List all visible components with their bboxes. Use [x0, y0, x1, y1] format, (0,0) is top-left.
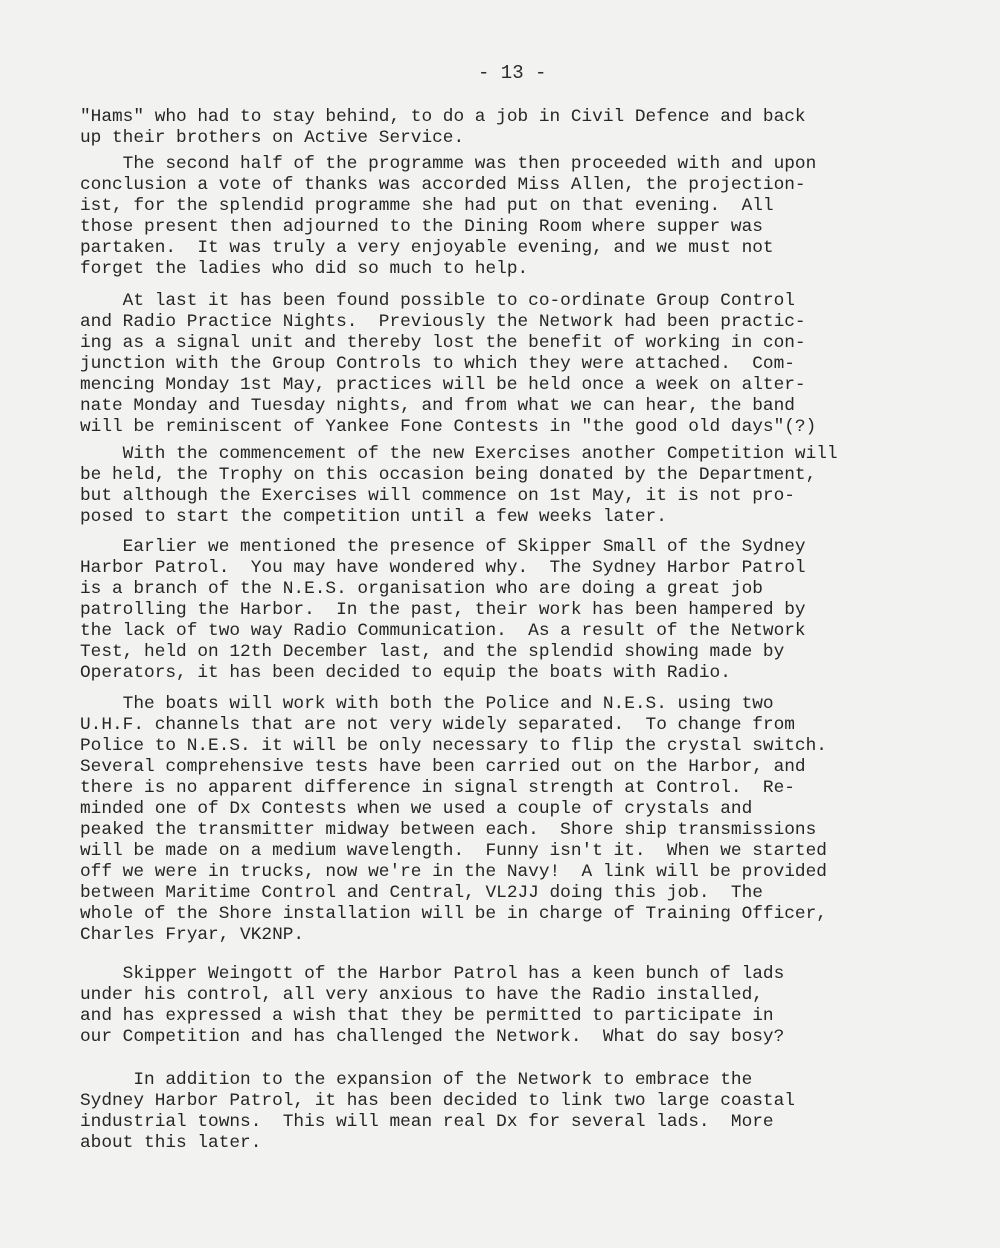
text-line: U.H.F. channels that are not very widely separated. To change from	[80, 715, 795, 735]
text-line: "Hams" who had to stay behind, to do a job in Civil Defence and back	[80, 107, 806, 127]
text-line: Harbor Patrol. You may have wondered why. The Sydney Harbor Patrol	[80, 558, 806, 578]
text-line: be held, the Trophy on this occasion being donated by the Department,	[80, 465, 817, 485]
text-line: there is no apparent difference in signal strength at Control. Re-	[80, 778, 795, 798]
text-line: In addition to the expansion of the Network to embrace the	[80, 1070, 753, 1090]
text-line: Charles Fryar, VK2NP.	[80, 925, 305, 945]
text-line: ist, for the splendid programme she had put on that evening. All	[80, 196, 774, 216]
text-line: The boats will work with both the Police and N.E.S. using two	[80, 694, 774, 714]
text-line: up their brothers on Active Service.	[80, 128, 465, 148]
paragraph-hams	[80, 107, 980, 149]
paragraph-skipper-weingott	[80, 964, 980, 1048]
text-line: Sydney Harbor Patrol, it has been decided to link two large coastal	[80, 1091, 795, 1111]
text-line: and Radio Practice Nights. Previously the Network had been practic-	[80, 312, 806, 332]
text-line: patrolling the Harbor. In the past, their work has been hampered by	[80, 600, 806, 620]
page-number: - 13 -	[478, 62, 547, 84]
text-line: mencing Monday 1st May, practices will be held once a week on alter-	[80, 375, 806, 395]
text-line: minded one of Dx Contests when we used a couple of crystals and	[80, 799, 753, 819]
text-line: Police to N.E.S. it will be only necessary to flip the crystal switch.	[80, 736, 827, 756]
text-line: those present then adjourned to the Dining Room where supper was	[80, 217, 763, 237]
text-line: will be made on a medium wavelength. Funny isn't it. When we started	[80, 841, 827, 861]
text-line: off we were in trucks, now we're in the Navy! A link will be provided	[80, 862, 827, 882]
text-line: With the commencement of the new Exercises another Competition will	[80, 444, 838, 464]
paragraph-harbor-patrol	[80, 537, 980, 684]
text-line: At last it has been found possible to co-ordinate Group Control	[80, 291, 795, 311]
text-line: between Maritime Control and Central, VL2JJ doing this job. The	[80, 883, 763, 903]
paragraph-competition	[80, 444, 980, 528]
text-line: peaked the transmitter midway between each. Shore ship transmissions	[80, 820, 817, 840]
text-line: the lack of two way Radio Communication. As a result of the Network	[80, 621, 806, 641]
paragraph-group-control	[80, 291, 980, 438]
text-line: partaken. It was truly a very enjoyable evening, and we must not	[80, 238, 774, 258]
text-line: Earlier we mentioned the presence of Skipper Small of the Sydney	[80, 537, 806, 557]
text-line: our Competition and has challenged the Network. What do say bosy?	[80, 1027, 785, 1047]
paragraph-expansion	[80, 1070, 980, 1154]
text-line: will be reminiscent of Yankee Fone Contests in "the good old days"(?)	[80, 417, 817, 437]
text-line: Test, held on 12th December last, and the splendid showing made by	[80, 642, 785, 662]
text-line: conclusion a vote of thanks was accorded Miss Allen, the projection-	[80, 175, 806, 195]
text-line: industrial towns. This will mean real Dx for several lads. More	[80, 1112, 774, 1132]
text-line: Several comprehensive tests have been carried out on the Harbor, and	[80, 757, 806, 777]
text-line: nate Monday and Tuesday nights, and from what we can hear, the band	[80, 396, 795, 416]
paragraph-programme	[80, 154, 980, 280]
text-line: whole of the Shore installation will be in charge of Training Officer,	[80, 904, 827, 924]
text-line: junction with the Group Controls to which they were attached. Com-	[80, 354, 795, 374]
text-line: but although the Exercises will commence on 1st May, it is not pro-	[80, 486, 795, 506]
text-line: Operators, it has been decided to equip the boats with Radio.	[80, 663, 731, 683]
text-line: is a branch of the N.E.S. organisation who are doing a great job	[80, 579, 763, 599]
text-line: ing as a signal unit and thereby lost the benefit of working in con-	[80, 333, 806, 353]
text-line: under his control, all very anxious to have the Radio installed,	[80, 985, 763, 1005]
text-line: about this later.	[80, 1133, 262, 1153]
text-line: forget the ladies who did so much to help.	[80, 259, 529, 279]
text-line: The second half of the programme was then proceeded with and upon	[80, 154, 817, 174]
paragraph-boats	[80, 694, 980, 946]
text-line: Skipper Weingott of the Harbor Patrol has a keen bunch of lads	[80, 964, 785, 984]
text-line: posed to start the competition until a few weeks later.	[80, 507, 667, 527]
text-line: and has expressed a wish that they be permitted to participate in	[80, 1006, 774, 1026]
